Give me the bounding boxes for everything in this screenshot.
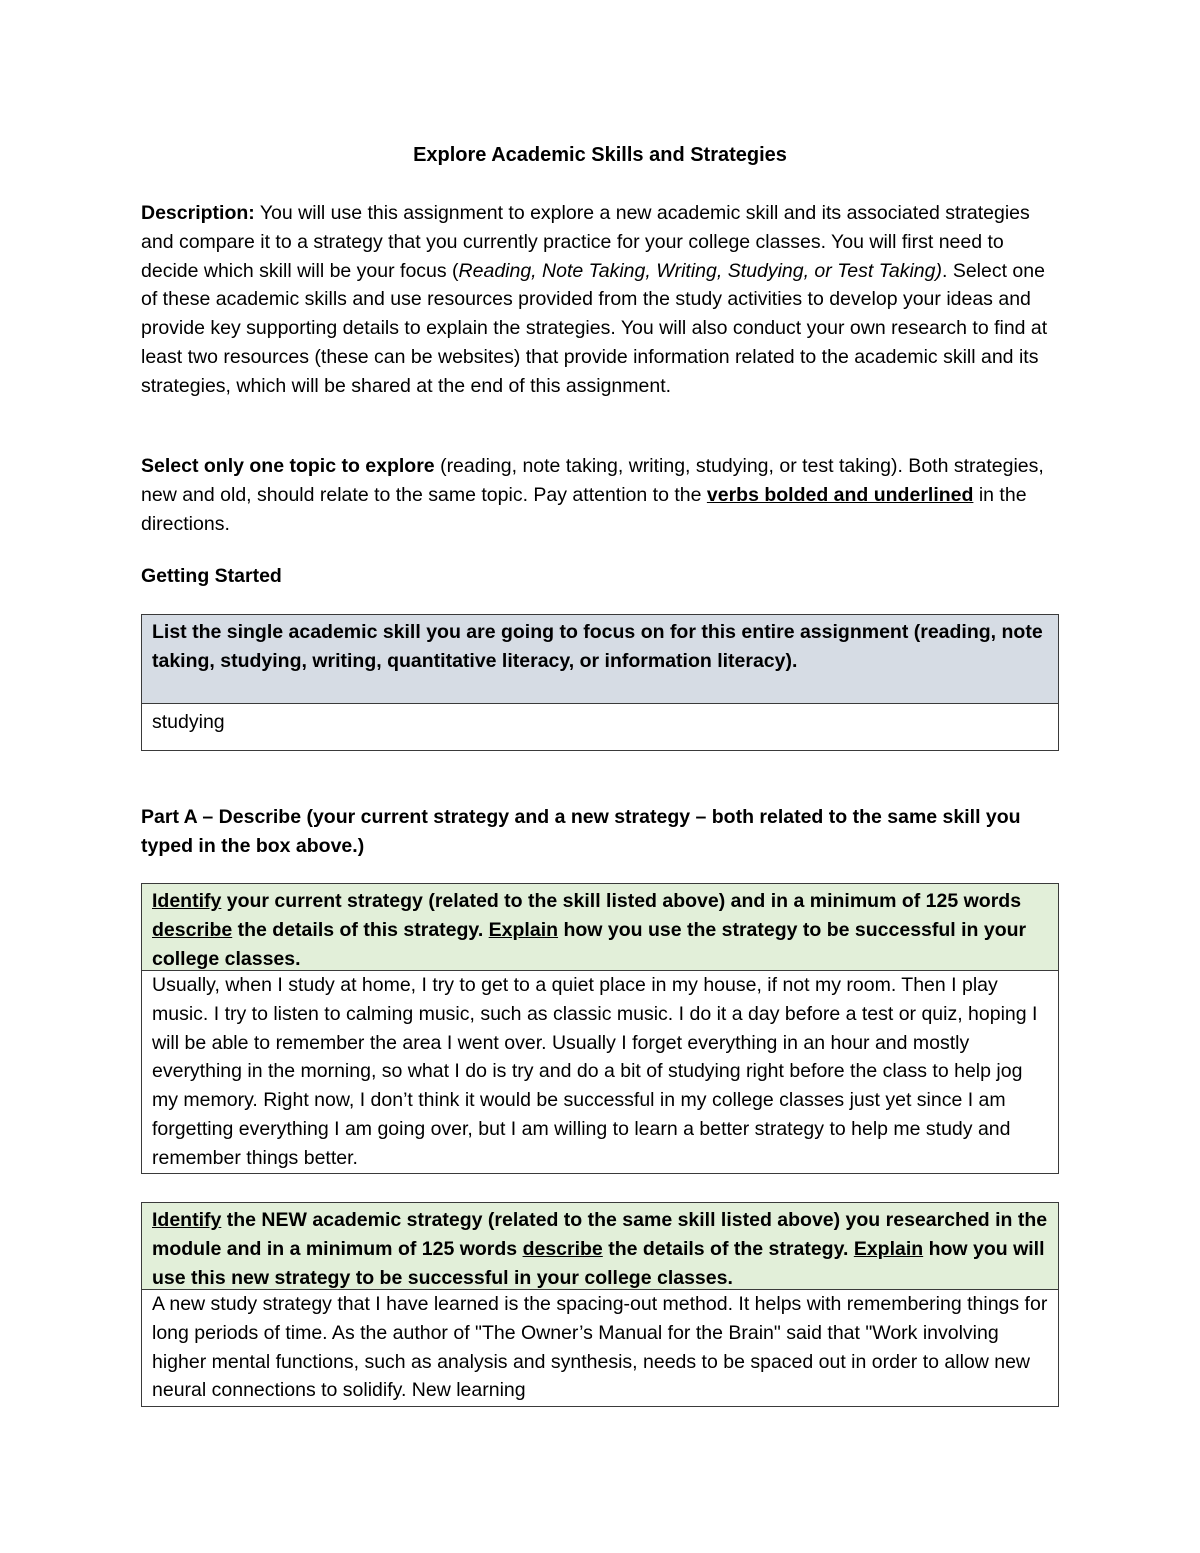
getting-started-heading: Getting Started (141, 565, 282, 587)
description-label: Description: (141, 202, 255, 224)
new-strategy-answer[interactable]: A new study strategy that I have learned is the spacing-out method. It helps with remembering things for long periods of time. As the author of "The Owner’s Manual for the Brain" said that "Work involving higher mental functions, such as analysis and synthesis, needs to be spaced out in order to allow new neural connections to solidify. New learning (152, 1293, 1048, 1402)
skill-table-prompt: List the single academic skill you are going to focus on for this entire assignment (reading, note taking, studying, writing, quantitative literacy, or information literacy). (142, 615, 1058, 704)
description-paragraph (141, 199, 1061, 401)
description-text-1: You will use this assignment to explore a new academic skill and its associated strategies and compare it to a strategy that you currently practice for your college classes. You will first need to decide which skill will be your focus ( (141, 202, 1030, 282)
select-topic-emphasis: verbs bolded and underlined (706, 483, 974, 506)
skill-table-answer[interactable]: studying (152, 711, 225, 733)
current-strategy-answer[interactable]: Usually, when I study at home, I try to get to a quiet place in my house, if not my room. Then I play music. I try to listen to calming music, such as classic music. I do it a day before a test or quiz, hoping I will be able to remember the area I went over. Usually I forget everything in an hour and mostly everything in the morning, so what I do is try and do a bit of studying right before the class to help jog my memory. Right now, I don’t think it would be successful in my college classes just yet since I am forgetting everything I am going over, but I am willing to learn a better strategy to help me study and remember things better. (152, 974, 1038, 1169)
new-prompt-text-3: how you will use this new strategy to be successful in your college classes. (152, 1237, 1045, 1289)
new-strategy-prompt (142, 1203, 1058, 1290)
explain-verb: Explain (488, 918, 559, 941)
description-skills-list: Reading, Note Taking, Writing, Studying, or Test Taking) (458, 259, 942, 282)
select-topic-paragraph (141, 452, 1061, 538)
explain-verb: Explain (853, 1237, 924, 1260)
select-topic-label: Select only one topic to explore (141, 455, 435, 477)
current-prompt-text-1: your current strategy (related to the skill listed above) and in a minimum of 125 words (221, 890, 1022, 912)
new-prompt-text-1: the NEW academic strategy (related to the same skill listed above) you researched in the module and in a minimum of 125 words (152, 1209, 1048, 1260)
identify-verb: Identify (152, 1209, 222, 1231)
description-text-2: . Select one of these academic skills and use resources provided from the study activities to develop your ideas and provide key supporting details to explain the strategies. You will also conduct your own research to find at least two resources (these can be websites) that provide information related to the academic skill and its strategies, which will be shared at the end of this assignment. (141, 259, 1048, 397)
current-strategy-prompt (142, 884, 1058, 971)
new-prompt-text-2: the details of the strategy. (602, 1237, 854, 1260)
new-strategy-table (141, 1202, 1059, 1407)
current-prompt-text-2: the details of this strategy. (232, 918, 489, 941)
current-strategy-table (141, 883, 1059, 1174)
describe-verb: describe (152, 918, 233, 941)
document-title: Explore Academic Skills and Strategies (413, 144, 787, 166)
select-topic-text-2: in the directions. (141, 483, 1027, 535)
skill-table (141, 614, 1059, 751)
identify-verb: Identify (152, 890, 222, 912)
describe-verb: describe (522, 1237, 603, 1260)
current-prompt-text-3: how you use the strategy to be successful in your college classes. (152, 918, 1027, 970)
part-a-heading: Part A – Describe (your current strategy and a new strategy – both related to the same skill you typed in the box above.) (141, 806, 1021, 857)
select-topic-text-1: (reading, note taking, writing, studying, or test taking). Both strategies, new and old, should relate to the same topic. Pay attention to the (141, 455, 1044, 506)
